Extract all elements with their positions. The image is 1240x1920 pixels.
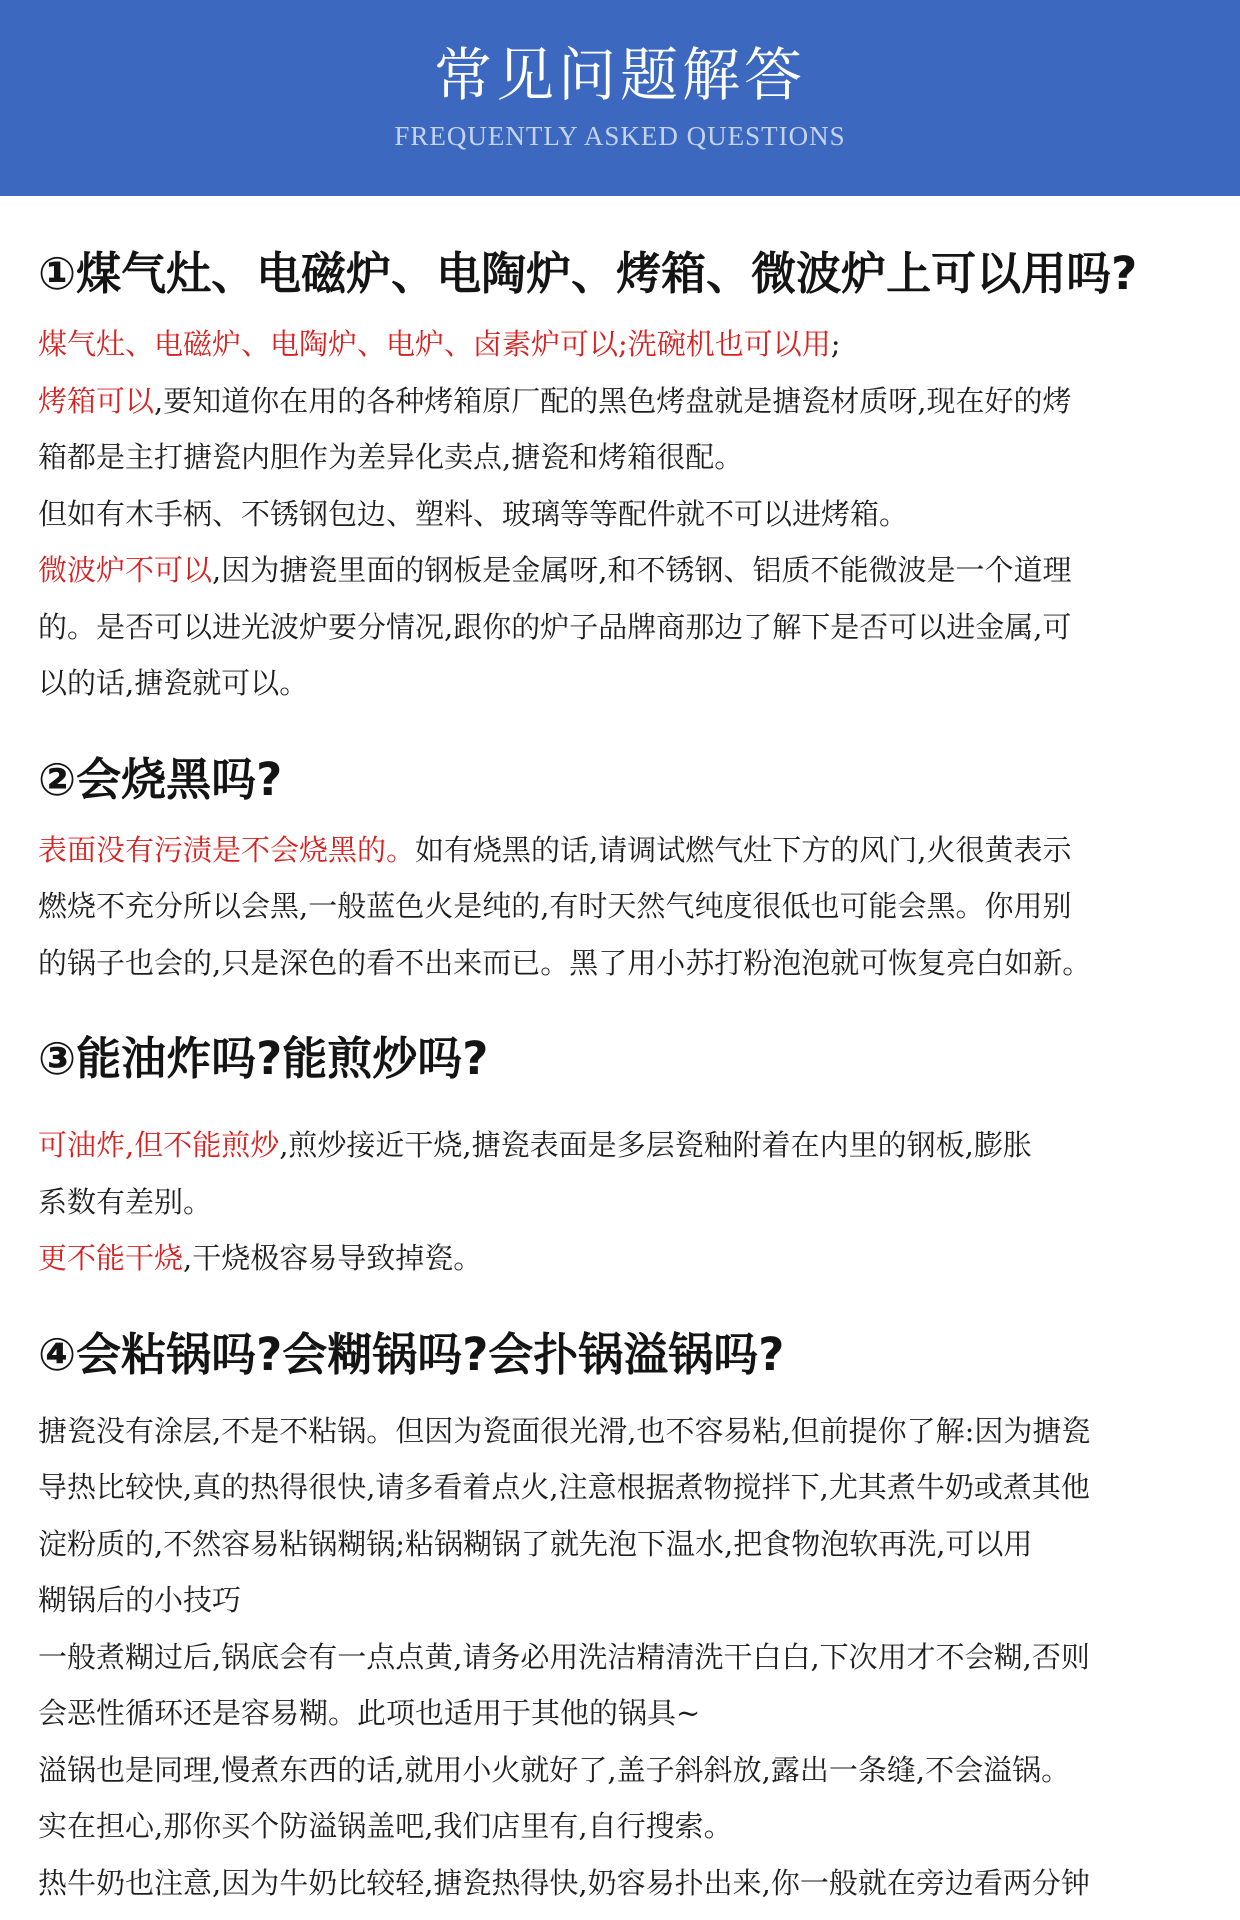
answer-line: 实在担心,那你买个防溢锅盖吧,我们店里有,自行搜索。 (38, 1809, 733, 1843)
answer-line (38, 373, 1202, 430)
answer-text: 如有烧黑的话,请调试燃气灶下方的风门,火很黄表示 (415, 832, 1072, 867)
answer-2 (38, 822, 1202, 992)
highlight-text: 可油炸,但不能煎炒 (38, 1128, 280, 1162)
question-3-title: ③能油炸吗?能煎炒吗? (38, 1032, 489, 1085)
answer-line: 以的话,搪瓷就可以。 (38, 666, 309, 700)
answer-line: 的锅子也会的,只是深色的看不出来而已。黑了用小苏打粉泡泡就可恢复亮白如新。 (38, 945, 1092, 980)
answer-line: 的。是否可以进光波炉要分情况,跟你的炉子品牌商那边了解下是否可以进金属,可 (38, 609, 1072, 644)
question-2-title: ②会烧黑吗? (38, 752, 283, 806)
question-4-title: ④会粘锅吗?会糊锅吗?会扑锅溢锅吗? (38, 1327, 785, 1381)
answer-text: ,要知道你在用的各种烤箱原厂配的黑色烤盘就是搪瓷材质呀,现在好的烤 (154, 383, 1072, 418)
page-subtitle: FREQUENTLY ASKED QUESTIONS (394, 121, 846, 152)
answer-line (38, 316, 1202, 373)
faq-content (0, 246, 1240, 1911)
answer-text: ,煎炒接近干烧,搪瓷表面是多层瓷釉附着在内里的钢板,膨胀 (279, 1128, 1032, 1162)
answer-line: 但如有木手柄、不锈钢包边、塑料、玻璃等等配件就不可以进烤箱。 (38, 496, 909, 531)
answer-line (38, 1117, 1202, 1174)
answer-line: 系数有差别。 (38, 1184, 213, 1219)
answer-line: 一般煮糊过后,锅底会有一点点黄,请务必用洗洁精清洗干白白,下次用才不会糊,否则 (38, 1639, 1090, 1674)
highlight-text: 微波炉不可以 (38, 553, 213, 587)
answer-text: ,因为搪瓷里面的钢板是金属呀,和不锈钢、铝质不能微波是一个道理 (212, 553, 1072, 587)
answer-line: 糊锅后的小技巧 (38, 1583, 242, 1617)
highlight-text: 煤气灶、电磁炉、电陶炉、电炉、卤素炉可以;洗碗机也可以用 (38, 327, 831, 361)
page-title: 常见问题解答 (433, 40, 806, 109)
highlight-text: 烤箱可以 (38, 383, 155, 418)
answer-line: 溢锅也是同理,慢煮东西的话,就用小火就好了,盖子斜斜放,露出一条缝,不会溢锅。 (38, 1752, 1071, 1787)
answer-1 (38, 316, 1202, 712)
answer-text: ,干烧极容易导致掉瓷。 (183, 1241, 483, 1275)
answer-line: 热牛奶也注意,因为牛奶比较轻,搪瓷热得快,奶容易扑出来,你一般就在旁边看两分钟 (38, 1865, 1090, 1900)
answer-line: 箱都是主打搪瓷内胆作为差异化卖点,搪瓷和烤箱很配。 (38, 440, 744, 474)
answer-line: 会恶性循环还是容易糊。此项也适用于其他的锅具~ (38, 1696, 701, 1730)
answer-line: 淀粉质的,不然容易粘锅糊锅;粘锅糊锅了就先泡下温水,把食物泡软再洗,可以用 (38, 1526, 1033, 1561)
question-1-title: ①煤气灶、电磁炉、电陶炉、烤箱、微波炉上可以用吗? (38, 247, 1138, 300)
answer-line: 搪瓷没有涂层,不是不粘锅。但因为瓷面很光滑,也不容易粘,但前提你了解:因为搪瓷 (38, 1413, 1091, 1448)
answer-line (38, 1230, 1202, 1287)
answer-line (38, 542, 1202, 599)
highlight-text: 更不能干烧 (38, 1241, 184, 1275)
answer-4 (38, 1403, 1202, 1912)
answer-3 (38, 1117, 1202, 1287)
header-banner (0, 0, 1240, 196)
highlight-text: 表面没有污渍是不会烧黑的。 (38, 832, 416, 867)
answer-text: ; (830, 327, 841, 361)
answer-line (38, 822, 1202, 879)
answer-line: 燃烧不充分所以会黑,一般蓝色火是纯的,有时天然气纯度很低也可能会黑。你用别 (38, 889, 1072, 923)
answer-line: 导热比较快,真的热得很快,请多看着点火,注意根据煮物搅拌下,尤其煮牛奶或煮其他 (38, 1470, 1090, 1504)
